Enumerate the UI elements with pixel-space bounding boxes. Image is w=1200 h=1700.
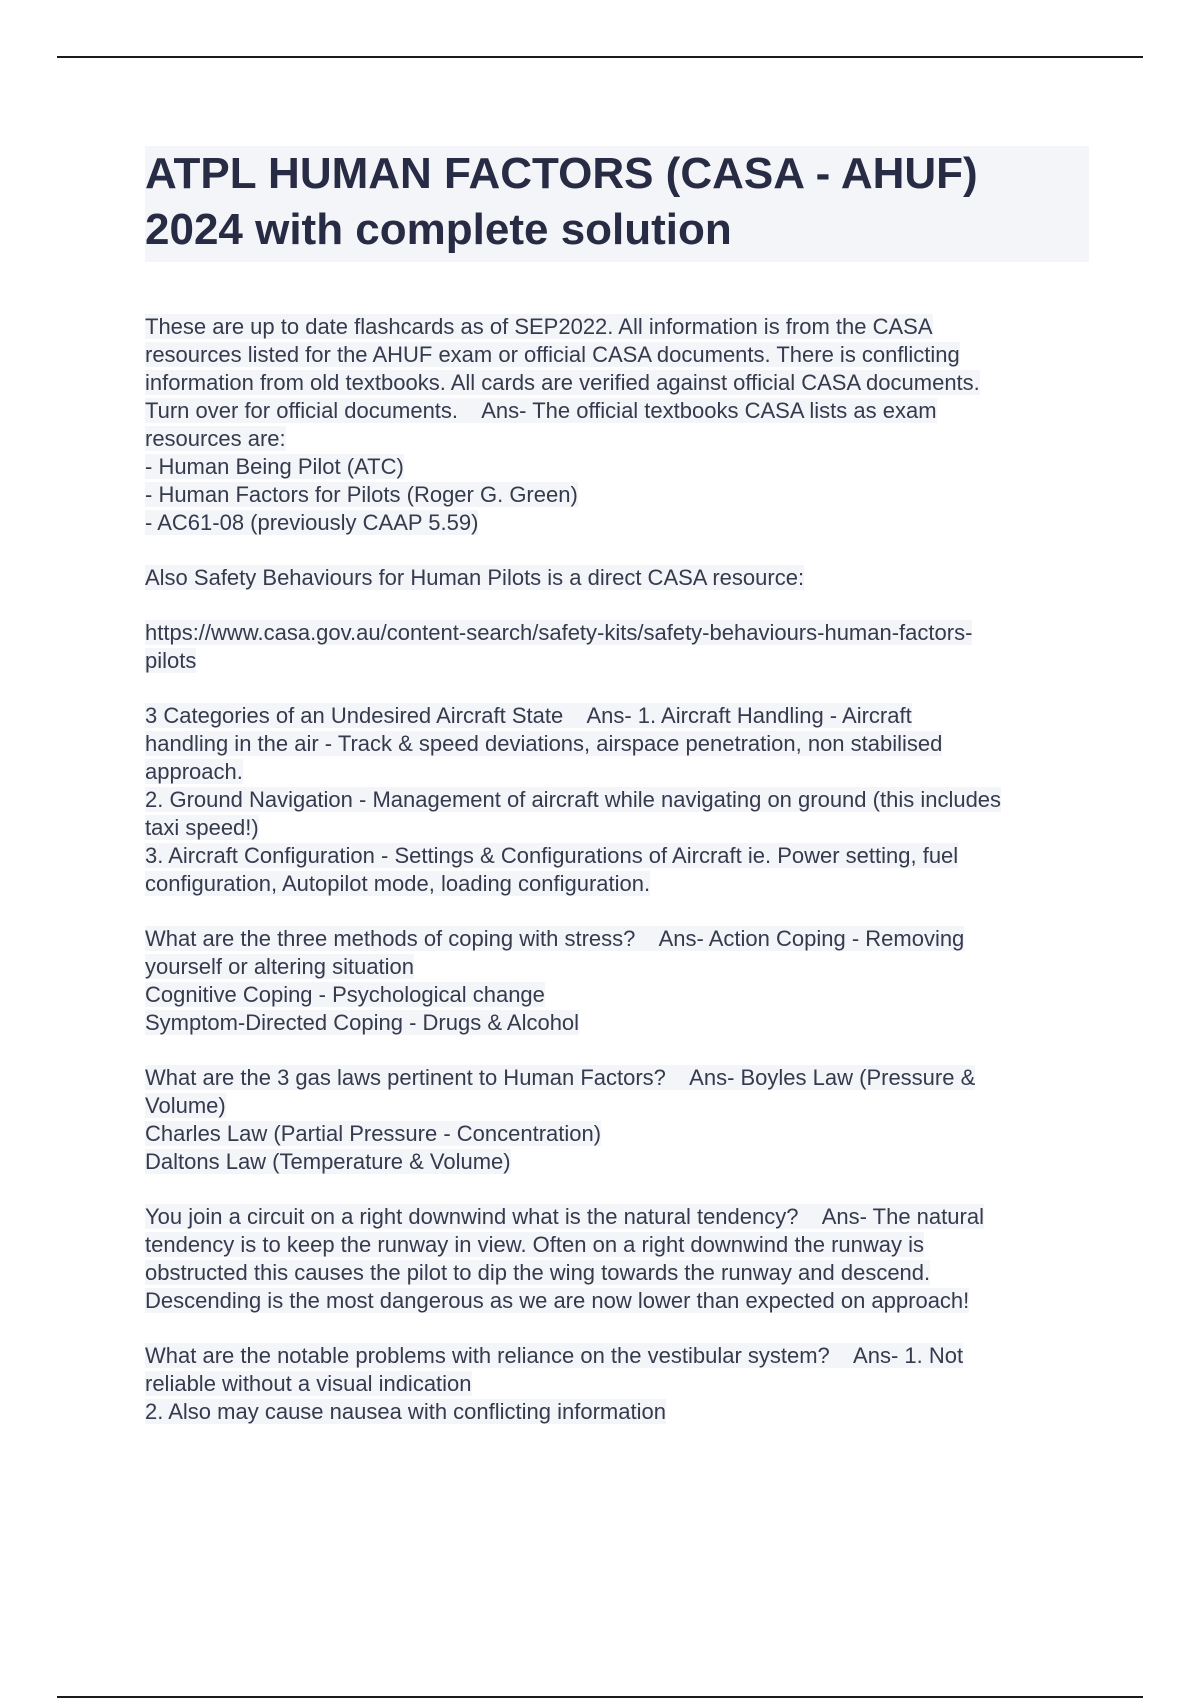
text-row	[145, 564, 1090, 592]
text-row	[145, 702, 1090, 730]
text-row	[145, 1120, 1090, 1148]
flashcard-block	[145, 1342, 1090, 1426]
text-row	[145, 453, 1090, 481]
text-row	[145, 1231, 1090, 1259]
title-block	[145, 146, 1089, 262]
flashcard-block	[145, 702, 1090, 898]
top-rule	[57, 56, 1143, 58]
text-line: https://www.casa.gov.au/content-search/safety-kits/safety-behaviours-human-factors-	[145, 620, 973, 645]
flashcard-block	[145, 619, 1090, 675]
text-row	[145, 925, 1090, 953]
text-line: 2. Also may cause nausea with conflicting information	[145, 1399, 666, 1424]
text-line: reliable without a visual indication	[145, 1371, 472, 1396]
text-line: approach.	[145, 759, 243, 784]
page-title	[145, 146, 1089, 258]
text-line: pilots	[145, 648, 197, 673]
text-line: - Human Being Pilot (ATC)	[145, 454, 404, 479]
text-line: 2. Ground Navigation - Management of aircraft while navigating on ground (this includes	[145, 787, 1002, 812]
text-line: Descending is the most dangerous as we are now lower than expected on approach!	[145, 1288, 970, 1313]
text-line: These are up to date flashcards as of SEP2022. All information is from the CASA	[145, 314, 933, 339]
bottom-rule	[57, 1696, 1143, 1698]
flashcard-block	[145, 925, 1090, 1037]
text-row	[145, 842, 1090, 870]
text-row	[145, 425, 1090, 453]
text-line: 3. Aircraft Configuration - Settings & Configurations of Aircraft ie. Power setting, fuel	[145, 843, 959, 868]
text-row	[145, 341, 1090, 369]
text-row	[145, 1259, 1090, 1287]
text-line: Volume)	[145, 1093, 226, 1118]
text-line: 3 Categories of an Undesired Aircraft State Ans- 1. Aircraft Handling - Aircraft	[145, 703, 912, 728]
text-row	[145, 369, 1090, 397]
text-row	[145, 397, 1090, 425]
text-line: Turn over for official documents. Ans- The official textbooks CASA lists as exam	[145, 398, 937, 423]
text-line: - Human Factors for Pilots (Roger G. Green)	[145, 482, 578, 507]
text-line: information from old textbooks. All cards are verified against official CASA documents.	[145, 370, 980, 395]
text-row	[145, 786, 1090, 814]
text-row	[145, 814, 1090, 842]
text-line: Cognitive Coping - Psychological change	[145, 982, 545, 1007]
title-line: ATPL HUMAN FACTORS (CASA - AHUF)	[145, 149, 978, 198]
text-row	[145, 870, 1090, 898]
text-line: configuration, Autopilot mode, loading configuration.	[145, 871, 651, 896]
text-line: Charles Law (Partial Pressure - Concentration)	[145, 1121, 602, 1146]
text-line: What are the 3 gas laws pertinent to Human Factors? Ans- Boyles Law (Pressure &	[145, 1065, 976, 1090]
flashcard-block	[145, 564, 1090, 592]
text-row	[145, 509, 1090, 537]
text-row	[145, 1064, 1090, 1092]
text-row	[145, 1148, 1090, 1176]
text-row	[145, 313, 1090, 341]
text-row	[145, 1398, 1090, 1426]
text-line: You join a circuit on a right downwind what is the natural tendency? Ans- The natural	[145, 1204, 984, 1229]
text-line: resources listed for the AHUF exam or official CASA documents. There is conflicting	[145, 342, 960, 367]
title-line: 2024 with complete solution	[145, 205, 732, 254]
text-line: - AC61-08 (previously CAAP 5.59)	[145, 510, 479, 535]
text-row	[145, 1203, 1090, 1231]
text-row	[145, 1009, 1090, 1037]
text-row	[145, 619, 1090, 647]
text-line: taxi speed!)	[145, 815, 259, 840]
text-row	[145, 730, 1090, 758]
text-line: handling in the air - Track & speed deviations, airspace penetration, non stabilised	[145, 731, 943, 756]
text-line: Daltons Law (Temperature & Volume)	[145, 1149, 511, 1174]
text-row	[145, 758, 1090, 786]
document-body	[145, 313, 1090, 1453]
text-line: What are the three methods of coping with stress? Ans- Action Coping - Removing	[145, 926, 965, 951]
text-line: yourself or altering situation	[145, 954, 415, 979]
text-row	[145, 953, 1090, 981]
text-line: Also Safety Behaviours for Human Pilots is a direct CASA resource:	[145, 565, 805, 590]
flashcard-block	[145, 1064, 1090, 1176]
text-row	[145, 1092, 1090, 1120]
text-row	[145, 1370, 1090, 1398]
text-row	[145, 481, 1090, 509]
text-line: Symptom-Directed Coping - Drugs & Alcohol	[145, 1010, 580, 1035]
text-line: tendency is to keep the runway in view. Often on a right downwind the runway is	[145, 1232, 924, 1257]
text-line: resources are:	[145, 426, 286, 451]
flashcard-block	[145, 313, 1090, 537]
text-line: obstructed this causes the pilot to dip the wing towards the runway and descend.	[145, 1260, 931, 1285]
text-row	[145, 647, 1090, 675]
text-row	[145, 981, 1090, 1009]
text-row	[145, 1287, 1090, 1315]
text-line: What are the notable problems with reliance on the vestibular system? Ans- 1. Not	[145, 1343, 964, 1368]
flashcard-block	[145, 1203, 1090, 1315]
text-row	[145, 1342, 1090, 1370]
